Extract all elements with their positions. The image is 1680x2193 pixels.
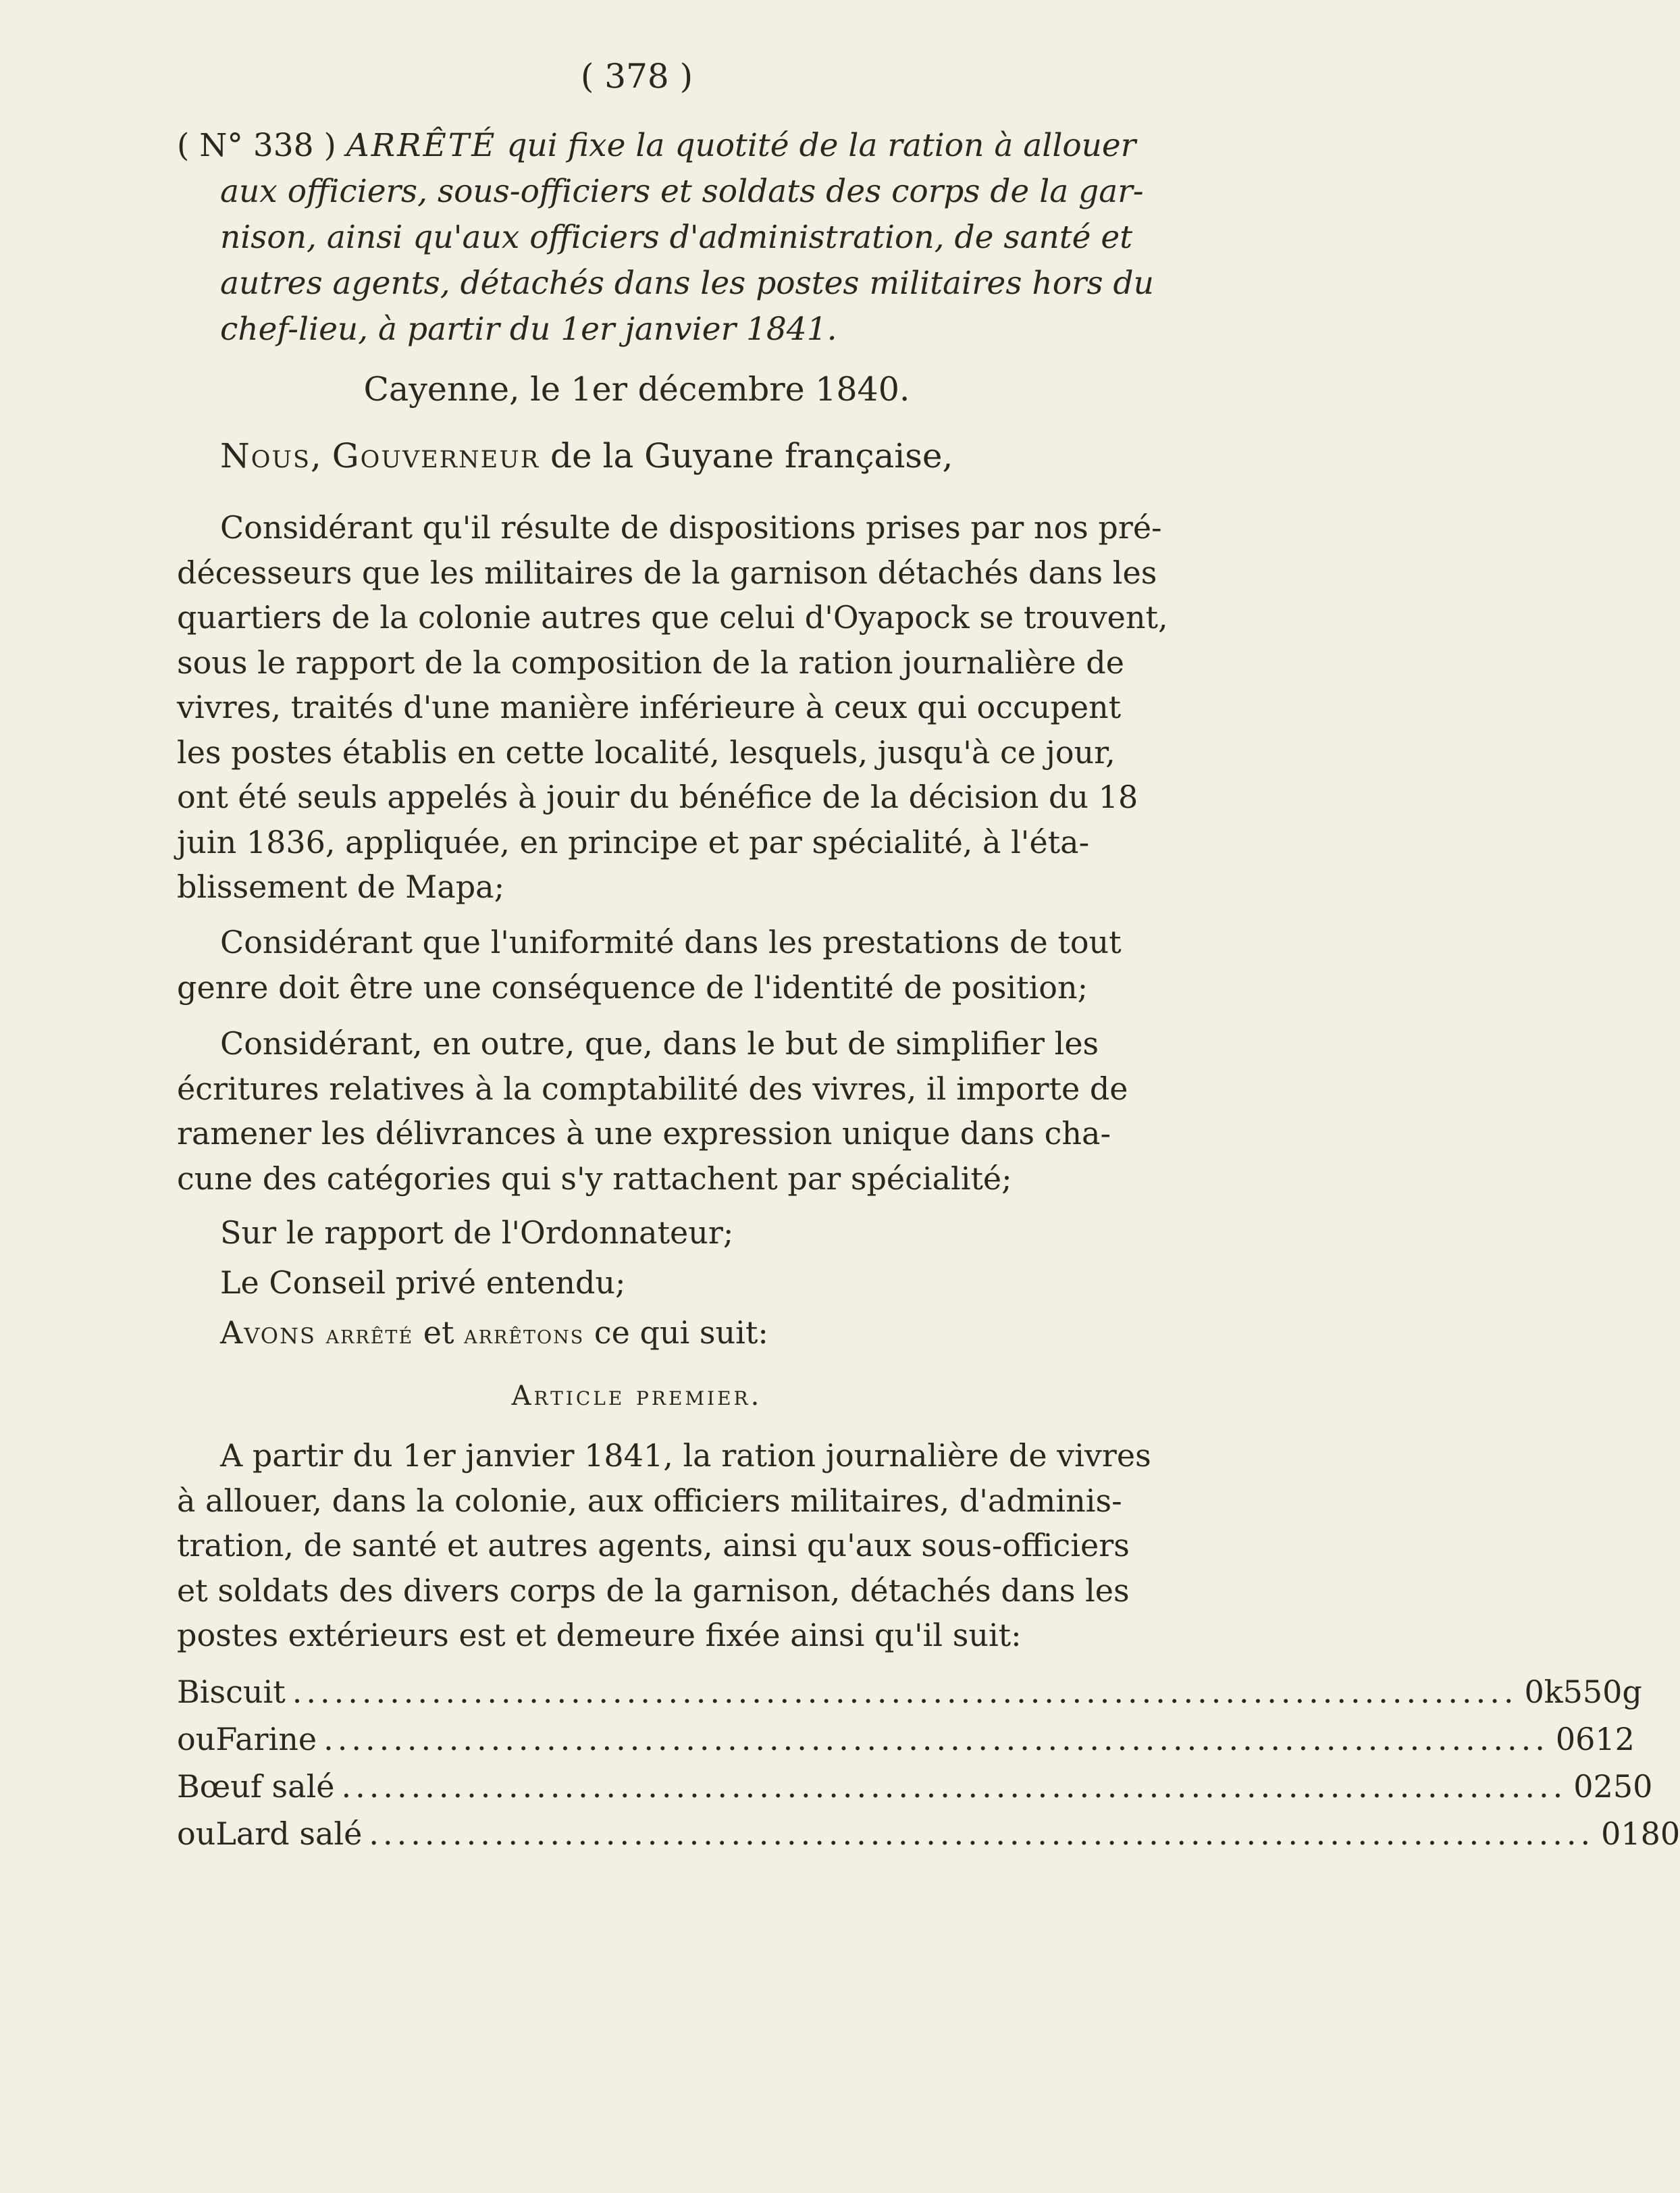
text-line: Considérant que l'uniformité dans les prestations de tout	[220, 924, 1122, 960]
text-line: décesseurs que les militaires de la garnison détachés dans les	[177, 554, 1157, 591]
considerant-2	[177, 920, 1227, 1010]
text-line: Considérant, en outre, que, dans le but de simplifier les	[220, 1025, 1099, 1062]
ration-quantity	[1524, 1674, 1642, 1710]
page-number: ( 378 )	[580, 57, 693, 96]
ration-kg: 0	[1555, 1721, 1576, 1757]
article-text	[177, 1433, 1227, 1658]
article-title: Article premier.	[511, 1381, 762, 1412]
text-line: à allouer, dans la colonie, aux officiers militaires, d'adminis-	[177, 1482, 1122, 1519]
text-line: A partir du 1er janvier 1841, la ration journalière de vivres	[220, 1437, 1151, 1474]
leader-dots: ........................................................................................	[292, 1674, 1518, 1710]
address-rest: de la Guyane française,	[540, 436, 953, 475]
leader-dots: ........................................................................................	[369, 1815, 1595, 1852]
heading-line-1	[177, 123, 1227, 169]
heading-continuation	[177, 169, 1227, 353]
text-line: genre doit être une conséquence de l'identité de position;	[177, 969, 1088, 1006]
heading-line: aux officiers, sous-officiers et soldats des corps de la gar-	[220, 173, 1144, 210]
conseil-line: Le Conseil privé entendu;	[220, 1264, 626, 1301]
ration-kg: 0	[1573, 1768, 1594, 1805]
decree-keyword: ARRÊTÉ	[346, 127, 497, 164]
ration-item: Farine	[215, 1721, 317, 1757]
leader-dots: ........................................................................................	[341, 1768, 1567, 1805]
text-line: sous le rapport de la composition de la ration journalière de	[177, 644, 1124, 681]
address-title: Gouverneur	[332, 436, 540, 475]
ration-row-farine	[177, 1721, 1635, 1765]
heading-line: autres agents, détachés dans les postes militaires hors du	[220, 265, 1154, 302]
text-line: écritures relatives à la comptabilité des vivres, il importe de	[177, 1070, 1128, 1107]
heading-line: chef-lieu, à partir du 1er janvier 1841.	[220, 311, 837, 348]
ration-g: 550g	[1563, 1674, 1642, 1710]
text-line: vivres, traités d'une manière inférieure à ceux qui occupent	[177, 689, 1122, 725]
address-nous: Nous	[220, 436, 311, 475]
avons-word: Avons	[220, 1314, 316, 1351]
decree-heading	[177, 123, 1227, 353]
leader-dots: ........................................................................................	[323, 1721, 1549, 1757]
ration-item: Bœuf salé	[177, 1768, 335, 1805]
text-line: Considérant qu'il résulte de dispositions prises par nos pré-	[220, 509, 1162, 546]
suit-text: ce qui suit:	[594, 1314, 768, 1351]
arrete-word: arrêté	[325, 1320, 414, 1349]
ration-prefix: ou	[177, 1721, 216, 1757]
text-line: quartiers de la colonie autres que celui d'Oyapock se trouvent,	[177, 599, 1168, 636]
ration-g: 250	[1593, 1768, 1653, 1805]
text-line: ont été seuls appelés à jouir du bénéfice de la décision du 18	[177, 779, 1138, 815]
ration-row-boeuf	[177, 1768, 1653, 1813]
ration-kg: 0k	[1524, 1674, 1563, 1710]
text-line: tration, de santé et autres agents, ainsi qu'aux sous-officiers	[177, 1527, 1130, 1564]
ration-quantity	[1601, 1815, 1680, 1852]
decree-number: ( N° 338 )	[177, 127, 336, 164]
considerant-1	[177, 505, 1227, 910]
ration-quantity	[1556, 1721, 1635, 1757]
text-line: les postes établis en cette localité, lesquels, jusqu'à ce jour,	[177, 733, 1115, 771]
text-line: ramener les délivrances à une expression unique dans cha-	[177, 1115, 1111, 1152]
arretons-word: arrêtons	[464, 1320, 585, 1349]
address-line: Nous, Gouverneur de la Guyane française,	[220, 436, 953, 475]
text-line: cune des catégories qui s'y rattachent par spécialité;	[177, 1160, 1012, 1197]
ration-kg: 0	[1601, 1815, 1621, 1852]
ration-prefix: ou	[177, 1815, 216, 1852]
text-line: juin 1836, appliquée, en principe et par spécialité, à l'éta-	[177, 823, 1090, 860]
et-word: et	[423, 1314, 454, 1351]
ration-row-lard	[177, 1815, 1680, 1860]
ration-item: Biscuit	[177, 1674, 286, 1710]
avons-line	[177, 1310, 1227, 1358]
heading-line: nison, ainsi qu'aux officiers d'administration, de santé et	[220, 219, 1133, 256]
ration-row-biscuit	[177, 1674, 1642, 1718]
ration-g: 180	[1621, 1815, 1680, 1852]
ration-quantity	[1573, 1768, 1652, 1805]
text-line: blissement de Mapa;	[177, 869, 505, 905]
ration-g: 612	[1575, 1721, 1635, 1757]
text-line: postes extérieurs est et demeure fixée ainsi qu'il suit:	[177, 1617, 1022, 1653]
dateline: Cayenne, le 1er décembre 1840.	[363, 370, 910, 409]
text-line: et soldats des divers corps de la garnison, détachés dans les	[177, 1572, 1130, 1609]
ration-item: Lard salé	[215, 1815, 363, 1852]
considerant-3	[177, 1021, 1227, 1201]
heading-text: qui fixe la quotité de la ration à allouer	[506, 127, 1136, 164]
rapport-line: Sur le rapport de l'Ordonnateur;	[220, 1214, 734, 1251]
